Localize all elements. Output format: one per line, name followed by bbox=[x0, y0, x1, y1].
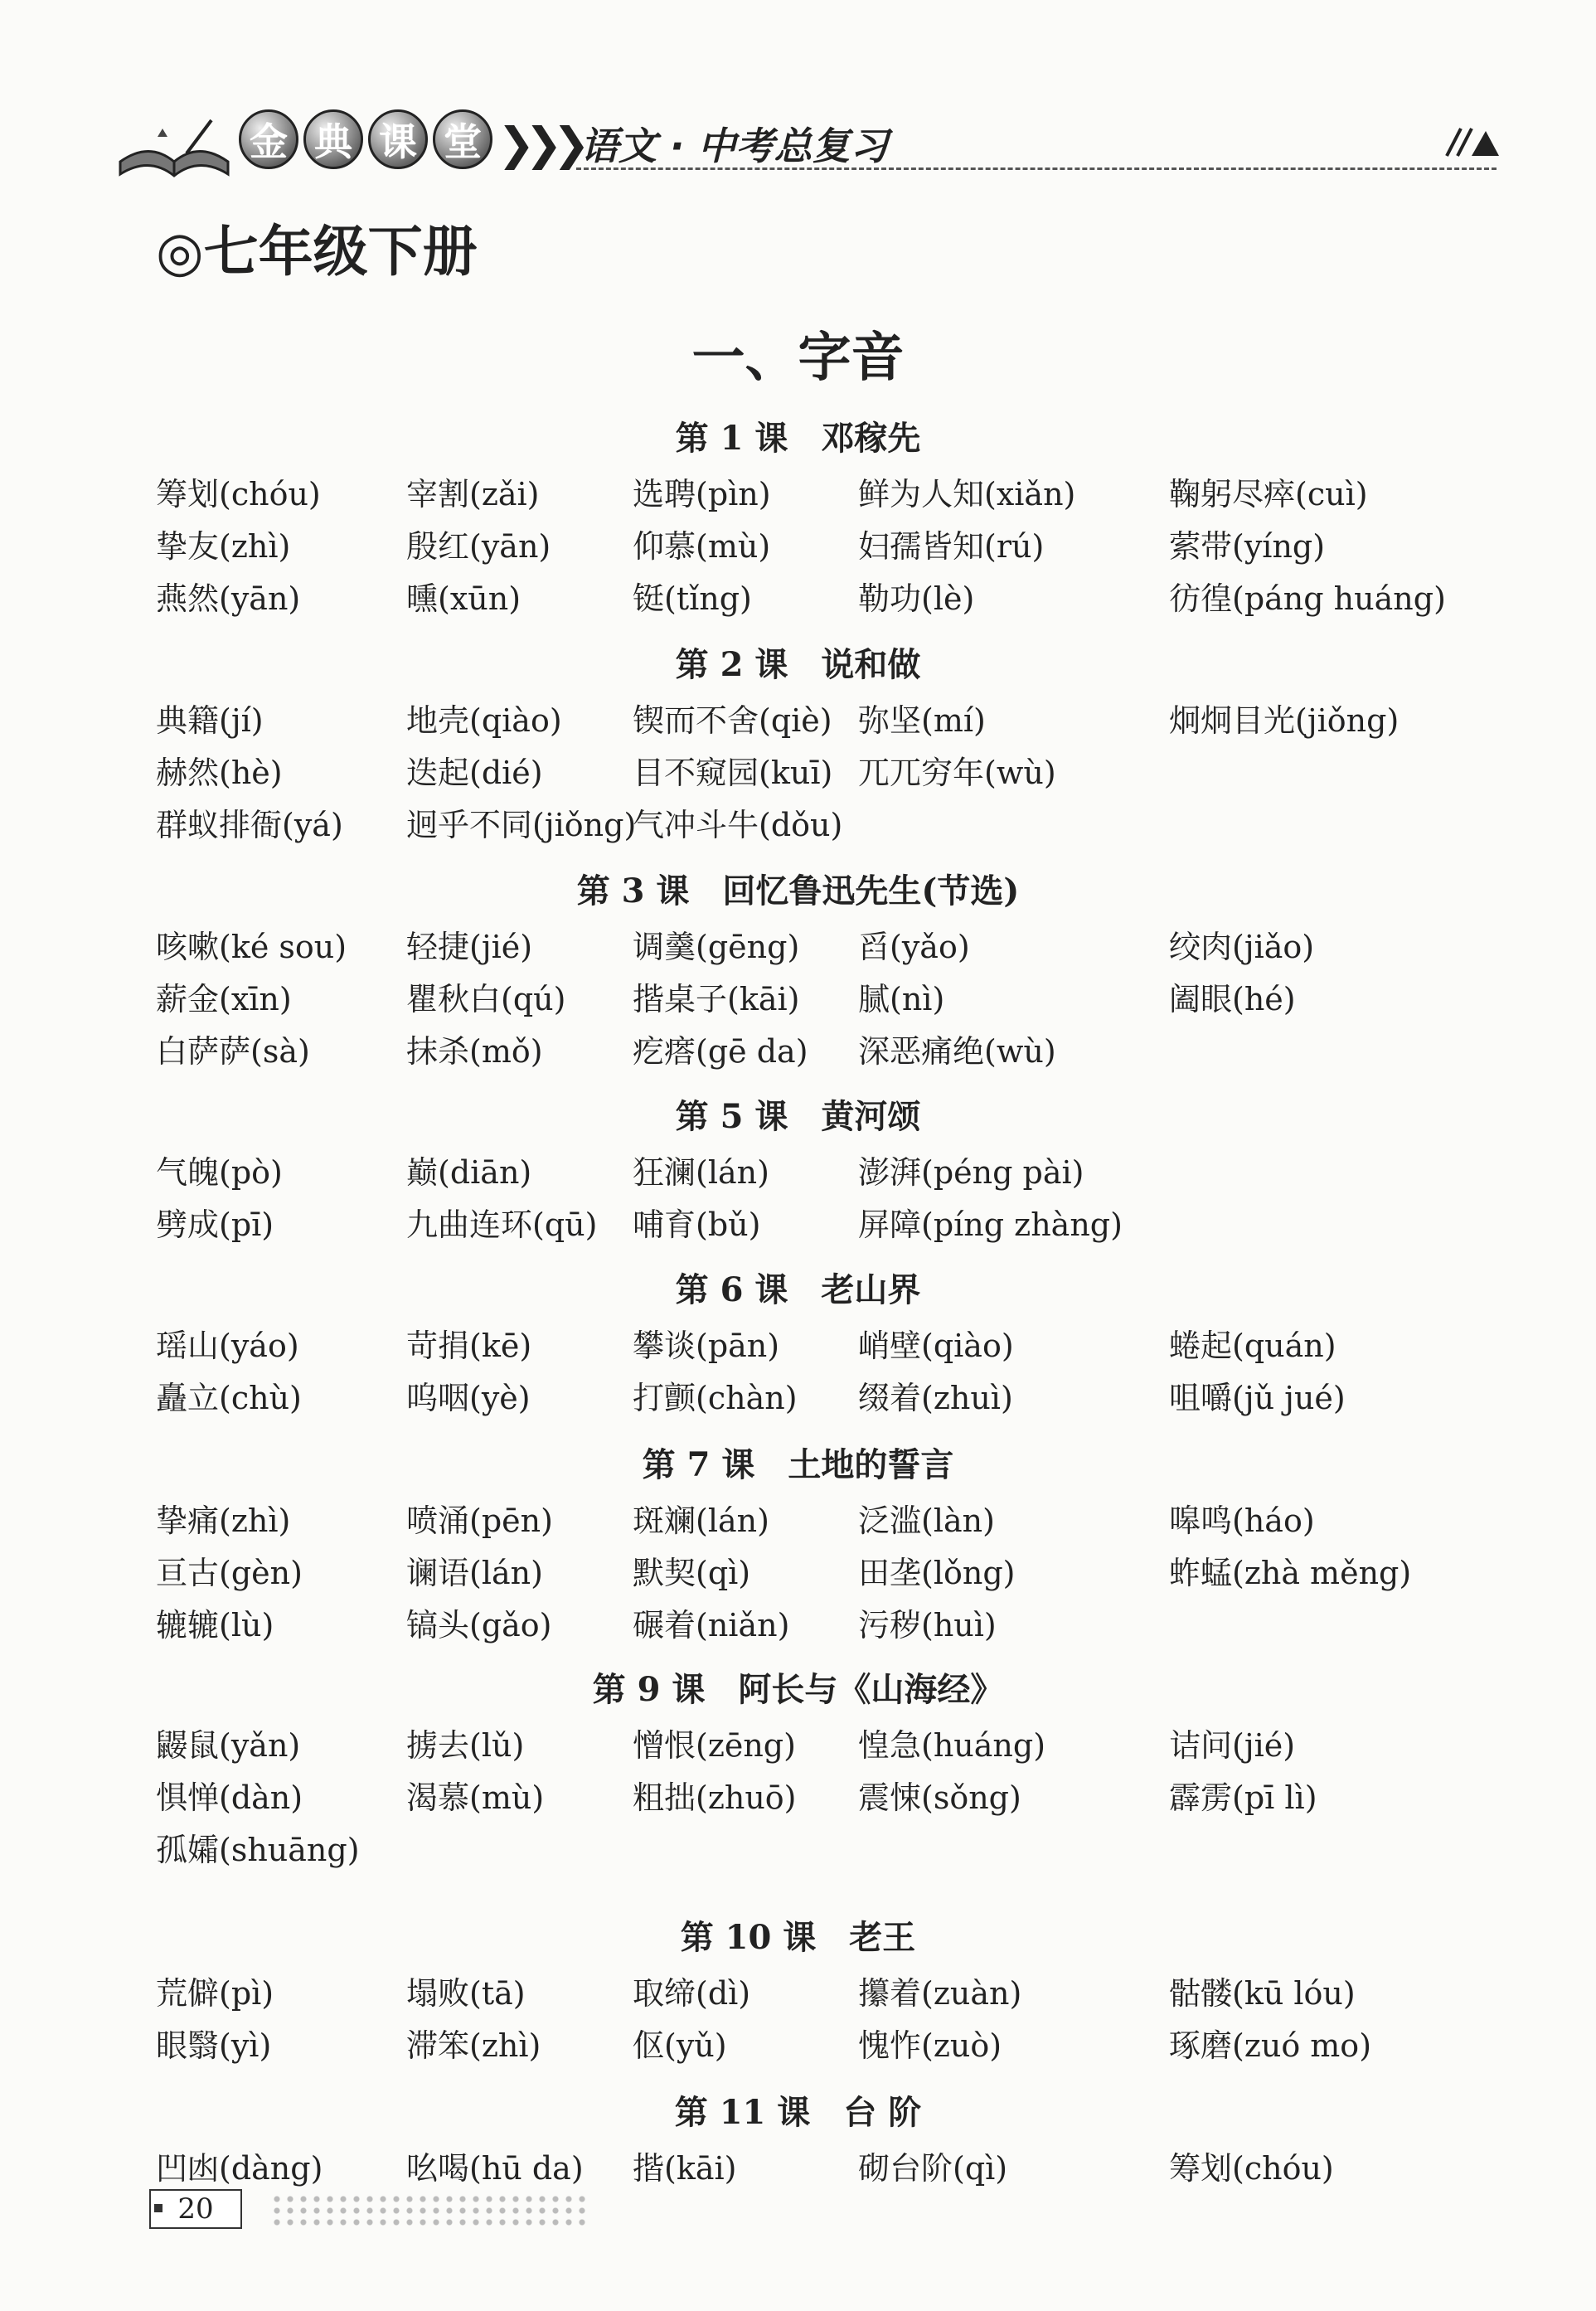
vocab-entry: 气魄(pò) bbox=[156, 1154, 283, 1191]
vocab-row bbox=[0, 2143, 1596, 2192]
vocab-entry: 澎湃(péng pài) bbox=[858, 1154, 1084, 1191]
vocab-entry: 骷髅(kū lóu) bbox=[1169, 1975, 1356, 2012]
lesson-title: 第 10 课 老王 bbox=[680, 1918, 916, 1957]
vocab-entry: 琢磨(zuó mo) bbox=[1169, 2027, 1372, 2064]
vocab-entry: 荒僻(pì) bbox=[156, 1975, 274, 2012]
vocab-entry: 污秽(huì) bbox=[858, 1607, 997, 1643]
vocab-entry: 阖眼(hé) bbox=[1169, 981, 1296, 1017]
vocab-entry: 亘古(gèn) bbox=[156, 1555, 303, 1591]
vocab-entry: 调羹(gēng) bbox=[633, 929, 800, 965]
vocab-entry: 辘辘(lù) bbox=[156, 1607, 274, 1643]
vocab-entry: 粗拙(zhuō) bbox=[633, 1779, 797, 1816]
vocab-entry: 萦带(yíng) bbox=[1169, 528, 1326, 565]
vocab-entry: 峭壁(qiào) bbox=[858, 1328, 1014, 1364]
vocab-row bbox=[0, 2020, 1596, 2070]
vocab-row bbox=[0, 1495, 1596, 1545]
vocab-entry: 宰割(zǎi) bbox=[406, 476, 540, 512]
vocab-entry: 愧怍(zuò) bbox=[858, 2027, 1002, 2064]
vocab-entry: 凹凼(dàng) bbox=[156, 2150, 323, 2187]
vocab-entry: 攀谈(pān) bbox=[633, 1328, 780, 1364]
vocab-entry: 渴慕(mù) bbox=[406, 1779, 545, 1816]
vocab-row bbox=[0, 1824, 1596, 1874]
vocab-row bbox=[0, 747, 1596, 797]
vocab-entry: 田垄(lǒng) bbox=[858, 1555, 1016, 1591]
vocab-entry: 诘问(jié) bbox=[1169, 1727, 1296, 1764]
vocab-entry: 炯炯目光(jiǒng) bbox=[1169, 702, 1400, 739]
section-title: 一、字音 bbox=[691, 327, 905, 389]
lesson-title: 第 7 课 土地的誓言 bbox=[642, 1445, 954, 1484]
vocab-entry: 曛(xūn) bbox=[406, 580, 521, 617]
vocab-entry: 镐头(gǎo) bbox=[406, 1607, 552, 1643]
header-divider bbox=[576, 167, 1497, 170]
vocab-row bbox=[0, 1147, 1596, 1197]
vocab-entry: 瞿秋白(qú) bbox=[406, 981, 566, 1017]
vocab-entry: 地壳(qiào) bbox=[406, 702, 562, 739]
vocab-entry: 默契(qì) bbox=[633, 1555, 751, 1591]
vocab-row bbox=[0, 921, 1596, 971]
vocab-entry: 瑶山(yáo) bbox=[156, 1328, 299, 1364]
vocab-entry: 惧惮(dàn) bbox=[156, 1779, 303, 1816]
vocab-entry: 殷红(yān) bbox=[406, 528, 551, 565]
vocab-entry: 惶急(huáng) bbox=[858, 1727, 1046, 1764]
vocab-entry: 屏障(píng zhàng) bbox=[858, 1206, 1123, 1243]
brand-badge-1: 金 bbox=[239, 109, 298, 169]
vocab-entry: 锲而不舍(qiè) bbox=[633, 702, 832, 739]
vocab-entry: 勒功(lè) bbox=[858, 580, 975, 617]
lesson-title: 第 6 课 老山界 bbox=[675, 1270, 921, 1309]
vocab-entry: 缀着(zhuì) bbox=[858, 1380, 1013, 1416]
vocab-entry: 筹划(chóu) bbox=[1169, 2150, 1334, 2187]
vocab-entry: 彷徨(páng huáng) bbox=[1169, 580, 1446, 617]
vocab-row bbox=[0, 1968, 1596, 2017]
vocab-entry: 取缔(dì) bbox=[633, 1975, 751, 2012]
vocab-entry: 铤(tǐng) bbox=[633, 580, 752, 617]
vocab-row bbox=[0, 1547, 1596, 1597]
brand-badge-3: 课 bbox=[368, 109, 428, 169]
vocab-entry: 兀兀穷年(wù) bbox=[858, 755, 1056, 791]
vocab-entry: 仰慕(mù) bbox=[633, 528, 771, 565]
vocab-entry: 燕然(yān) bbox=[156, 580, 301, 617]
vocab-entry: 呜咽(yè) bbox=[406, 1380, 531, 1416]
vocab-entry: 妇孺皆知(rú) bbox=[858, 528, 1045, 565]
page-header bbox=[116, 100, 1501, 191]
vocab-entry: 谰语(lán) bbox=[406, 1555, 543, 1591]
brand-badge-2: 典 bbox=[303, 109, 363, 169]
vocab-entry: 咳嗽(ké sou) bbox=[156, 929, 347, 965]
vocab-entry: 白萨萨(sà) bbox=[156, 1033, 310, 1070]
vocab-entry: 喷涌(pēn) bbox=[406, 1503, 553, 1539]
vocab-entry: 鲜为人知(xiǎn) bbox=[858, 476, 1076, 512]
vocab-entry: 斑斓(lán) bbox=[633, 1503, 769, 1539]
brand-badge-4: 堂 bbox=[433, 109, 492, 169]
vocab-entry: 蚱蜢(zhà měng) bbox=[1169, 1555, 1412, 1591]
vocab-entry: 吆喝(hū da) bbox=[406, 2150, 584, 2187]
vocab-entry: 鞠躬尽瘁(cuì) bbox=[1169, 476, 1368, 512]
vocab-row bbox=[0, 1600, 1596, 1649]
vocab-entry: 迭起(dié) bbox=[406, 755, 543, 791]
vocab-entry: 滞笨(zhì) bbox=[406, 2027, 541, 2064]
vocab-entry: 掳去(lǔ) bbox=[406, 1727, 525, 1764]
vocab-row bbox=[0, 573, 1596, 623]
vocab-entry: 孤孀(shuāng) bbox=[156, 1832, 360, 1868]
footer-dot-pattern bbox=[270, 2193, 585, 2226]
vocab-entry: 筹划(chóu) bbox=[156, 476, 321, 512]
vocab-entry: 霹雳(pī lì) bbox=[1169, 1779, 1317, 1816]
lesson-title: 第 1 课 邓稼先 bbox=[675, 419, 921, 458]
vocab-entry: 碾着(niǎn) bbox=[633, 1607, 790, 1643]
vocab-row bbox=[0, 695, 1596, 745]
vocab-entry: 苛捐(kē) bbox=[406, 1328, 532, 1364]
vocab-row bbox=[0, 973, 1596, 1023]
vocab-entry: 伛(yǔ) bbox=[633, 2027, 727, 2064]
vocab-entry: 咀嚼(jǔ jué) bbox=[1169, 1380, 1346, 1416]
lesson-title: 第 2 课 说和做 bbox=[675, 645, 921, 684]
vocab-entry: 弥坚(mí) bbox=[858, 702, 986, 739]
lesson-title: 第 5 课 黄河颂 bbox=[675, 1097, 921, 1136]
vocab-entry: 塌败(tā) bbox=[406, 1975, 526, 2012]
vocab-entry: 狂澜(lán) bbox=[633, 1154, 769, 1191]
vocab-entry: 哺育(bǔ) bbox=[633, 1206, 761, 1243]
vocab-entry: 眼翳(yì) bbox=[156, 2027, 272, 2064]
lesson-title: 第 11 课 台 阶 bbox=[674, 2093, 922, 2132]
vocab-row bbox=[0, 521, 1596, 570]
vocab-entry: 轻捷(jié) bbox=[406, 929, 533, 965]
vocab-entry: 腻(nì) bbox=[858, 981, 945, 1017]
lesson-title: 第 9 课 阿长与《山海经》 bbox=[592, 1670, 1004, 1709]
vocab-entry: 目不窥园(kuī) bbox=[633, 755, 833, 791]
vocab-entry: 蜷起(quán) bbox=[1169, 1328, 1336, 1364]
lesson-title: 第 3 课 回忆鲁迅先生(节选) bbox=[576, 871, 1020, 910]
vocab-entry: 赫然(hè) bbox=[156, 755, 283, 791]
vocab-entry: 揩桌子(kāi) bbox=[633, 981, 800, 1017]
grade-title: ◎七年级下册 bbox=[156, 219, 478, 284]
vocab-entry: 打颤(chàn) bbox=[633, 1380, 798, 1416]
vocab-entry: 鼹鼠(yǎn) bbox=[156, 1727, 301, 1764]
vocab-entry: 绞肉(jiǎo) bbox=[1169, 929, 1315, 965]
vocab-entry: 九曲连环(qū) bbox=[406, 1206, 598, 1243]
header-subject: 语文 · 中考总复习 bbox=[580, 124, 889, 168]
vocab-entry: 震悚(sǒng) bbox=[858, 1779, 1021, 1816]
vocab-entry: 选聘(pìn) bbox=[633, 476, 771, 512]
vocab-entry: 泛滥(làn) bbox=[858, 1503, 995, 1539]
page-corner-mark bbox=[154, 2204, 163, 2212]
vocab-entry: 巅(diān) bbox=[406, 1154, 532, 1191]
vocab-row bbox=[0, 469, 1596, 518]
vocab-entry: 矗立(chù) bbox=[156, 1380, 302, 1416]
vocab-entry: 气冲斗牛(dǒu) bbox=[633, 807, 843, 843]
vocab-entry: 迥乎不同(jiǒng) bbox=[406, 807, 637, 843]
vocab-entry: 群蚁排衙(yá) bbox=[156, 807, 343, 843]
vocab-row bbox=[0, 1026, 1596, 1075]
vocab-entry: 揩(kāi) bbox=[633, 2150, 737, 2187]
vocab-entry: 挚友(zhì) bbox=[156, 528, 291, 565]
vocab-entry: 劈成(pī) bbox=[156, 1206, 274, 1243]
page-number: 20 bbox=[149, 2189, 242, 2229]
vocab-entry: 薪金(xīn) bbox=[156, 981, 292, 1017]
vocab-entry: 憎恨(zēng) bbox=[633, 1727, 796, 1764]
vocab-entry: 攥着(zuàn) bbox=[858, 1975, 1022, 2012]
vocab-entry: 深恶痛绝(wù) bbox=[858, 1033, 1056, 1070]
vocab-entry: 挚痛(zhì) bbox=[156, 1503, 291, 1539]
vocab-row bbox=[0, 1372, 1596, 1422]
vocab-row bbox=[0, 1320, 1596, 1370]
vocab-row bbox=[0, 799, 1596, 849]
vocab-row bbox=[0, 1772, 1596, 1822]
chevron-right-icon: ❯❯❯ bbox=[497, 118, 580, 170]
vocab-entry: 疙瘩(gē da) bbox=[633, 1033, 808, 1070]
stripes-triangle-icon bbox=[1443, 124, 1501, 158]
vocab-entry: 砌台阶(qì) bbox=[858, 2150, 1008, 2187]
vocab-row bbox=[0, 1720, 1596, 1770]
open-book-icon bbox=[116, 116, 232, 182]
vocab-entry: 典籍(jí) bbox=[156, 702, 264, 739]
vocab-entry: 嗥鸣(háo) bbox=[1169, 1503, 1315, 1539]
vocab-entry: 抹杀(mǒ) bbox=[406, 1033, 543, 1070]
vocab-entry: 舀(yǎo) bbox=[858, 929, 970, 965]
vocab-row bbox=[0, 1199, 1596, 1249]
